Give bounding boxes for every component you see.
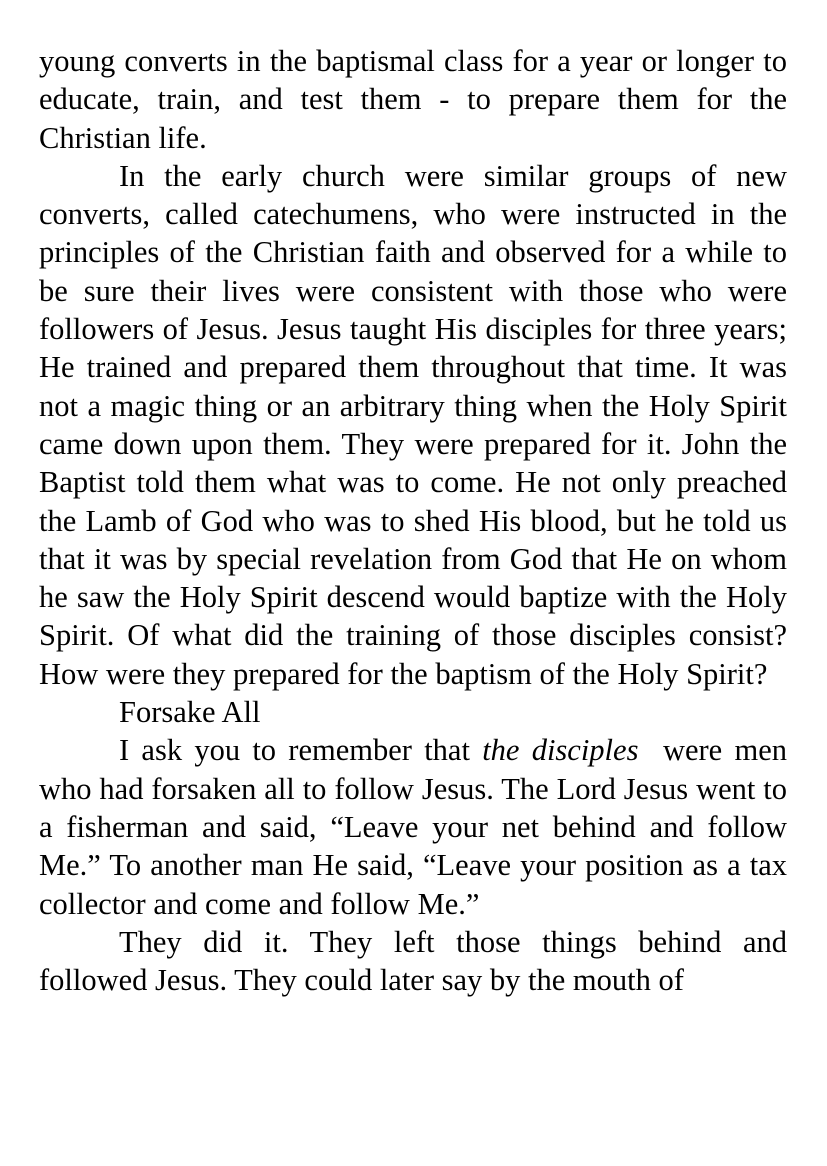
paragraph-3-italic: the disciples xyxy=(482,733,639,768)
paragraph-3-lead: I ask you to remember that xyxy=(119,733,483,768)
section-heading: Forsake All xyxy=(119,695,261,730)
paragraph-3 xyxy=(39,731,795,922)
paragraph-2: In the early church were similar groups of new converts, called catechumens, who were instructed in the principles of the Christian faith and observed for a while to be sure their lives were consistent with those who were followers of Jesus. Jesus taught His disciples for three years; He trained and prepared them throughout that time. It was not a magic thing or an arbitrary thing when the Holy Spirit came down upon them. They were prepared for it. John the Baptist told them what was to come. He not only preached the Lamb of God who was to shed His blood, but he told us that it was by special revelation from God that He on whom he saw the Holy Spirit descend would baptize with the Holy Spirit. Of what did the training of those disciples consist? How were they prepared for the baptism of the Holy Spirit? xyxy=(39,158,787,691)
paragraph-4: They did it. They left those things behind and followed Jesus. They could later say by the mouth of xyxy=(39,924,787,998)
paragraph-1: young converts in the baptismal class for a year or longer to educate, train, and test them - to prepare them for the Christian life. xyxy=(39,44,787,155)
paragraph-3-rest: were men who had forsaken all to follow Jesus. The Lord Jesus went to a fisherman and said, “Leave your net behind and follow Me.” To another man He said, “Leave your position as a tax collector and come and follow Me.” xyxy=(39,733,795,921)
document-page xyxy=(39,42,795,999)
